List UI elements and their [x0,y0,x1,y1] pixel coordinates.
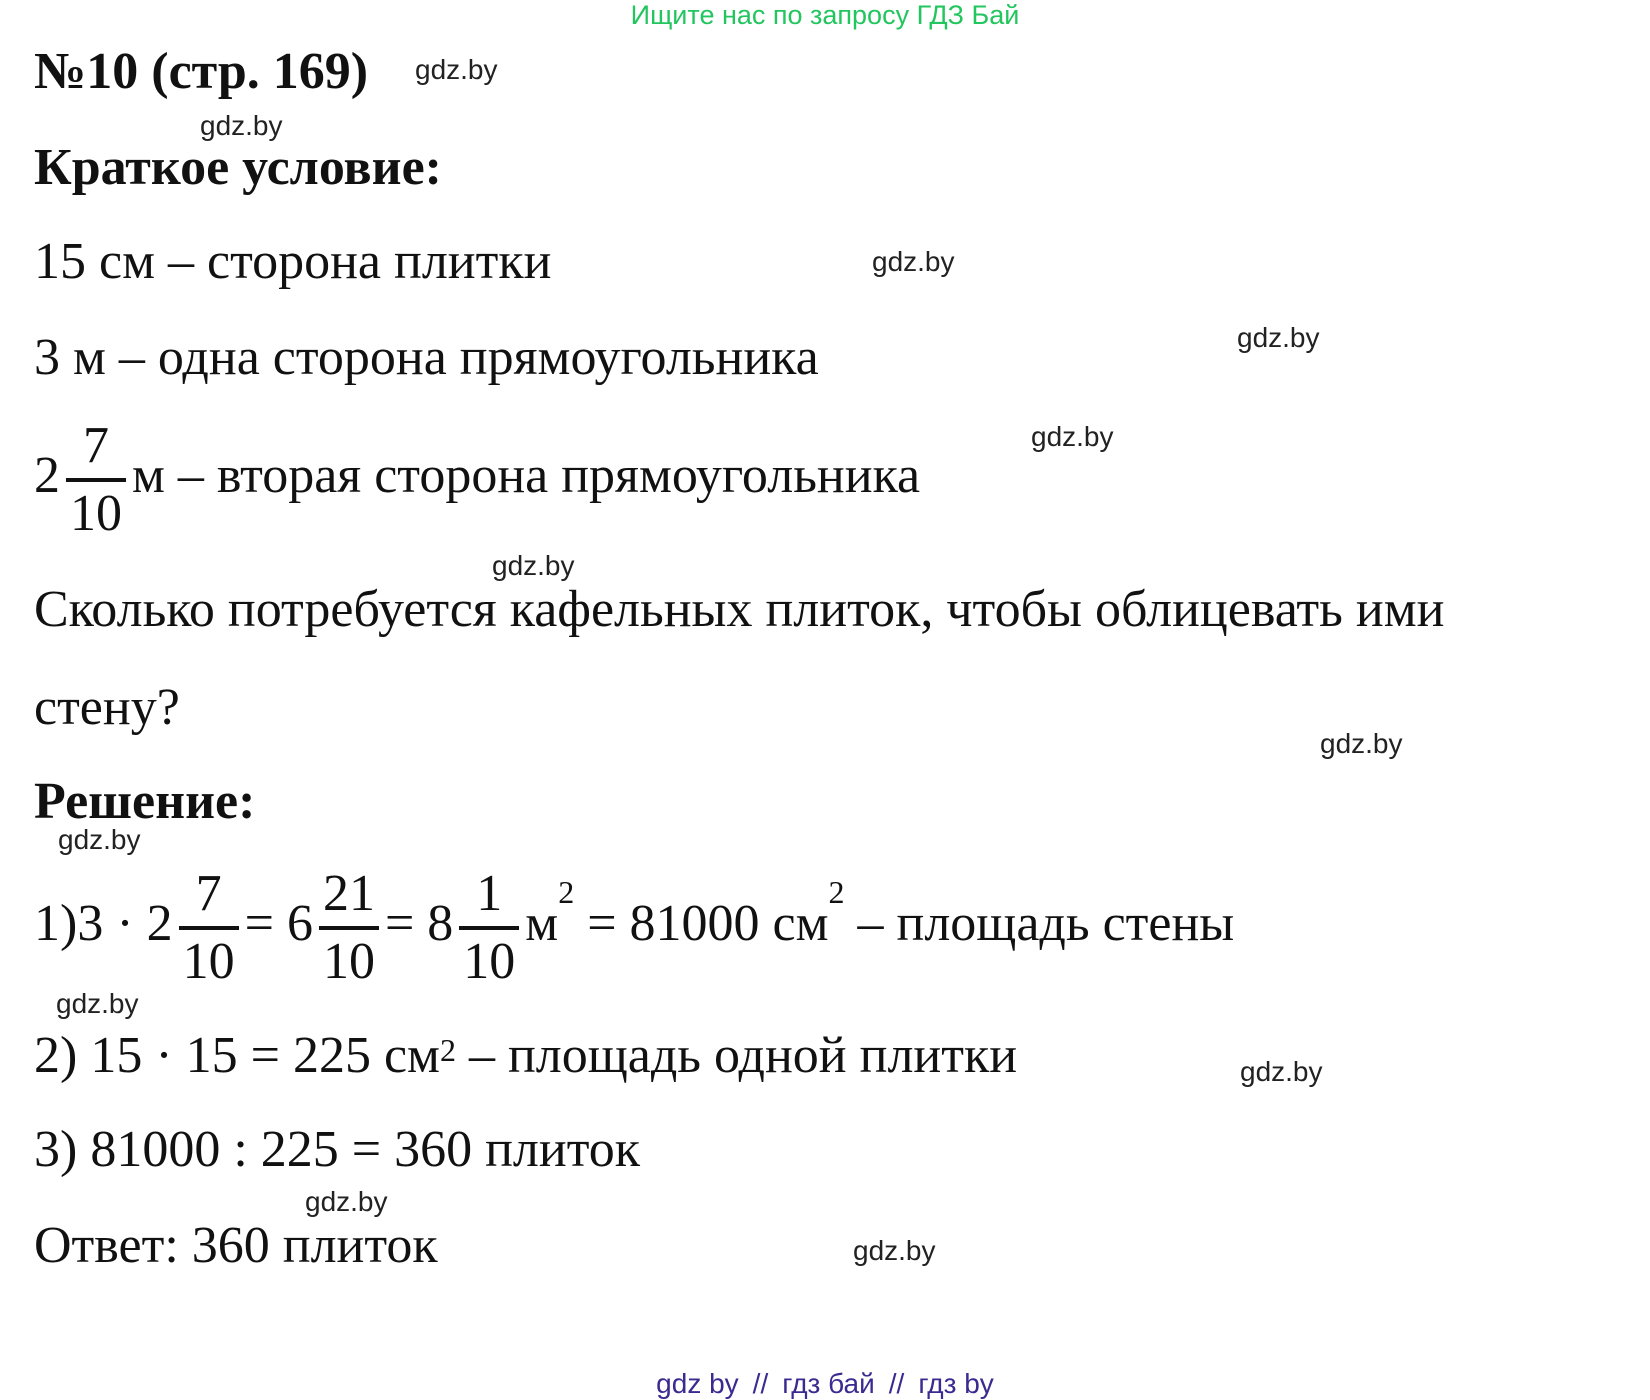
step1-mid: = 6 [244,894,313,952]
watermark: gdz.by [58,824,141,855]
superscript: 2 [439,1032,456,1068]
solution-step-1 [34,865,1235,990]
step1-tail: – площадь стены [857,894,1235,952]
solution-heading: Решение: [34,773,256,830]
step1-mid: = 81000 см [587,894,829,952]
watermark: gdz.by [1237,322,1320,353]
fraction-denominator: 10 [179,926,239,988]
solution-step-2 [34,1026,1017,1086]
answer-line: Ответ: 360 плиток [34,1217,438,1274]
exercise-title: №10 (стр. 169) [34,43,369,100]
solution-step-3: 3) 81000 : 225 = 360 плиток [34,1121,640,1178]
step2-tail: – площадь одной плитки [468,1027,1018,1084]
watermark: gdz.by [1240,1056,1323,1087]
unit: м [525,894,559,952]
fraction-numerator: 7 [83,417,109,474]
footer-separator: // [888,1368,905,1399]
watermark: gdz.by [1320,728,1403,759]
watermark: gdz.by [853,1235,936,1266]
question-line-2: стену? [34,679,180,736]
watermark: gdz.by [872,246,955,277]
question-line-1: Сколько потребуется кафельных плиток, чтобы облицевать ими [34,581,1445,638]
condition-line-tile-side: 15 см – сторона плитки [34,233,552,290]
footer-links [0,1368,1650,1400]
fraction [459,865,519,990]
fraction-numerator: 21 [322,865,375,922]
watermark: gdz.by [200,110,283,141]
mixed-whole: 2 [34,446,60,504]
condition-line-text: м – вторая сторона прямоугольника [132,446,921,504]
fraction [319,865,379,990]
footer-link[interactable]: гдз бай [782,1368,875,1399]
footer-link[interactable]: гдз by [918,1368,994,1399]
search-banner[interactable]: Ищите нас по запросу ГДЗ Бай [630,0,1020,30]
condition-line-rect-side-2 [34,417,921,542]
fraction-denominator: 10 [319,926,379,988]
fraction-numerator: 1 [476,865,503,922]
footer-separator: // [752,1368,769,1399]
watermark: gdz.by [1031,421,1114,452]
watermark: gdz.by [305,1186,388,1217]
fraction-denominator: 10 [66,478,126,540]
condition-heading: Краткое условие: [34,139,442,196]
step1-mid: = 8 [384,894,454,952]
fraction-numerator: 7 [195,865,222,922]
step2-text: 2) 15 · 15 = 225 см [34,1027,440,1084]
fraction-denominator: 10 [459,926,519,988]
condition-line-rect-side-1: 3 м – одна сторона прямоугольника [34,329,819,386]
watermark: gdz.by [56,988,139,1019]
superscript: 2 [558,874,575,910]
watermark: gdz.by [415,54,498,85]
fraction [66,417,126,542]
superscript: 2 [828,874,845,910]
step1-prefix: 1)3 · 2 [34,894,173,952]
footer-link[interactable]: gdz by [656,1368,739,1399]
watermark: gdz.by [492,550,575,581]
fraction [179,865,239,990]
